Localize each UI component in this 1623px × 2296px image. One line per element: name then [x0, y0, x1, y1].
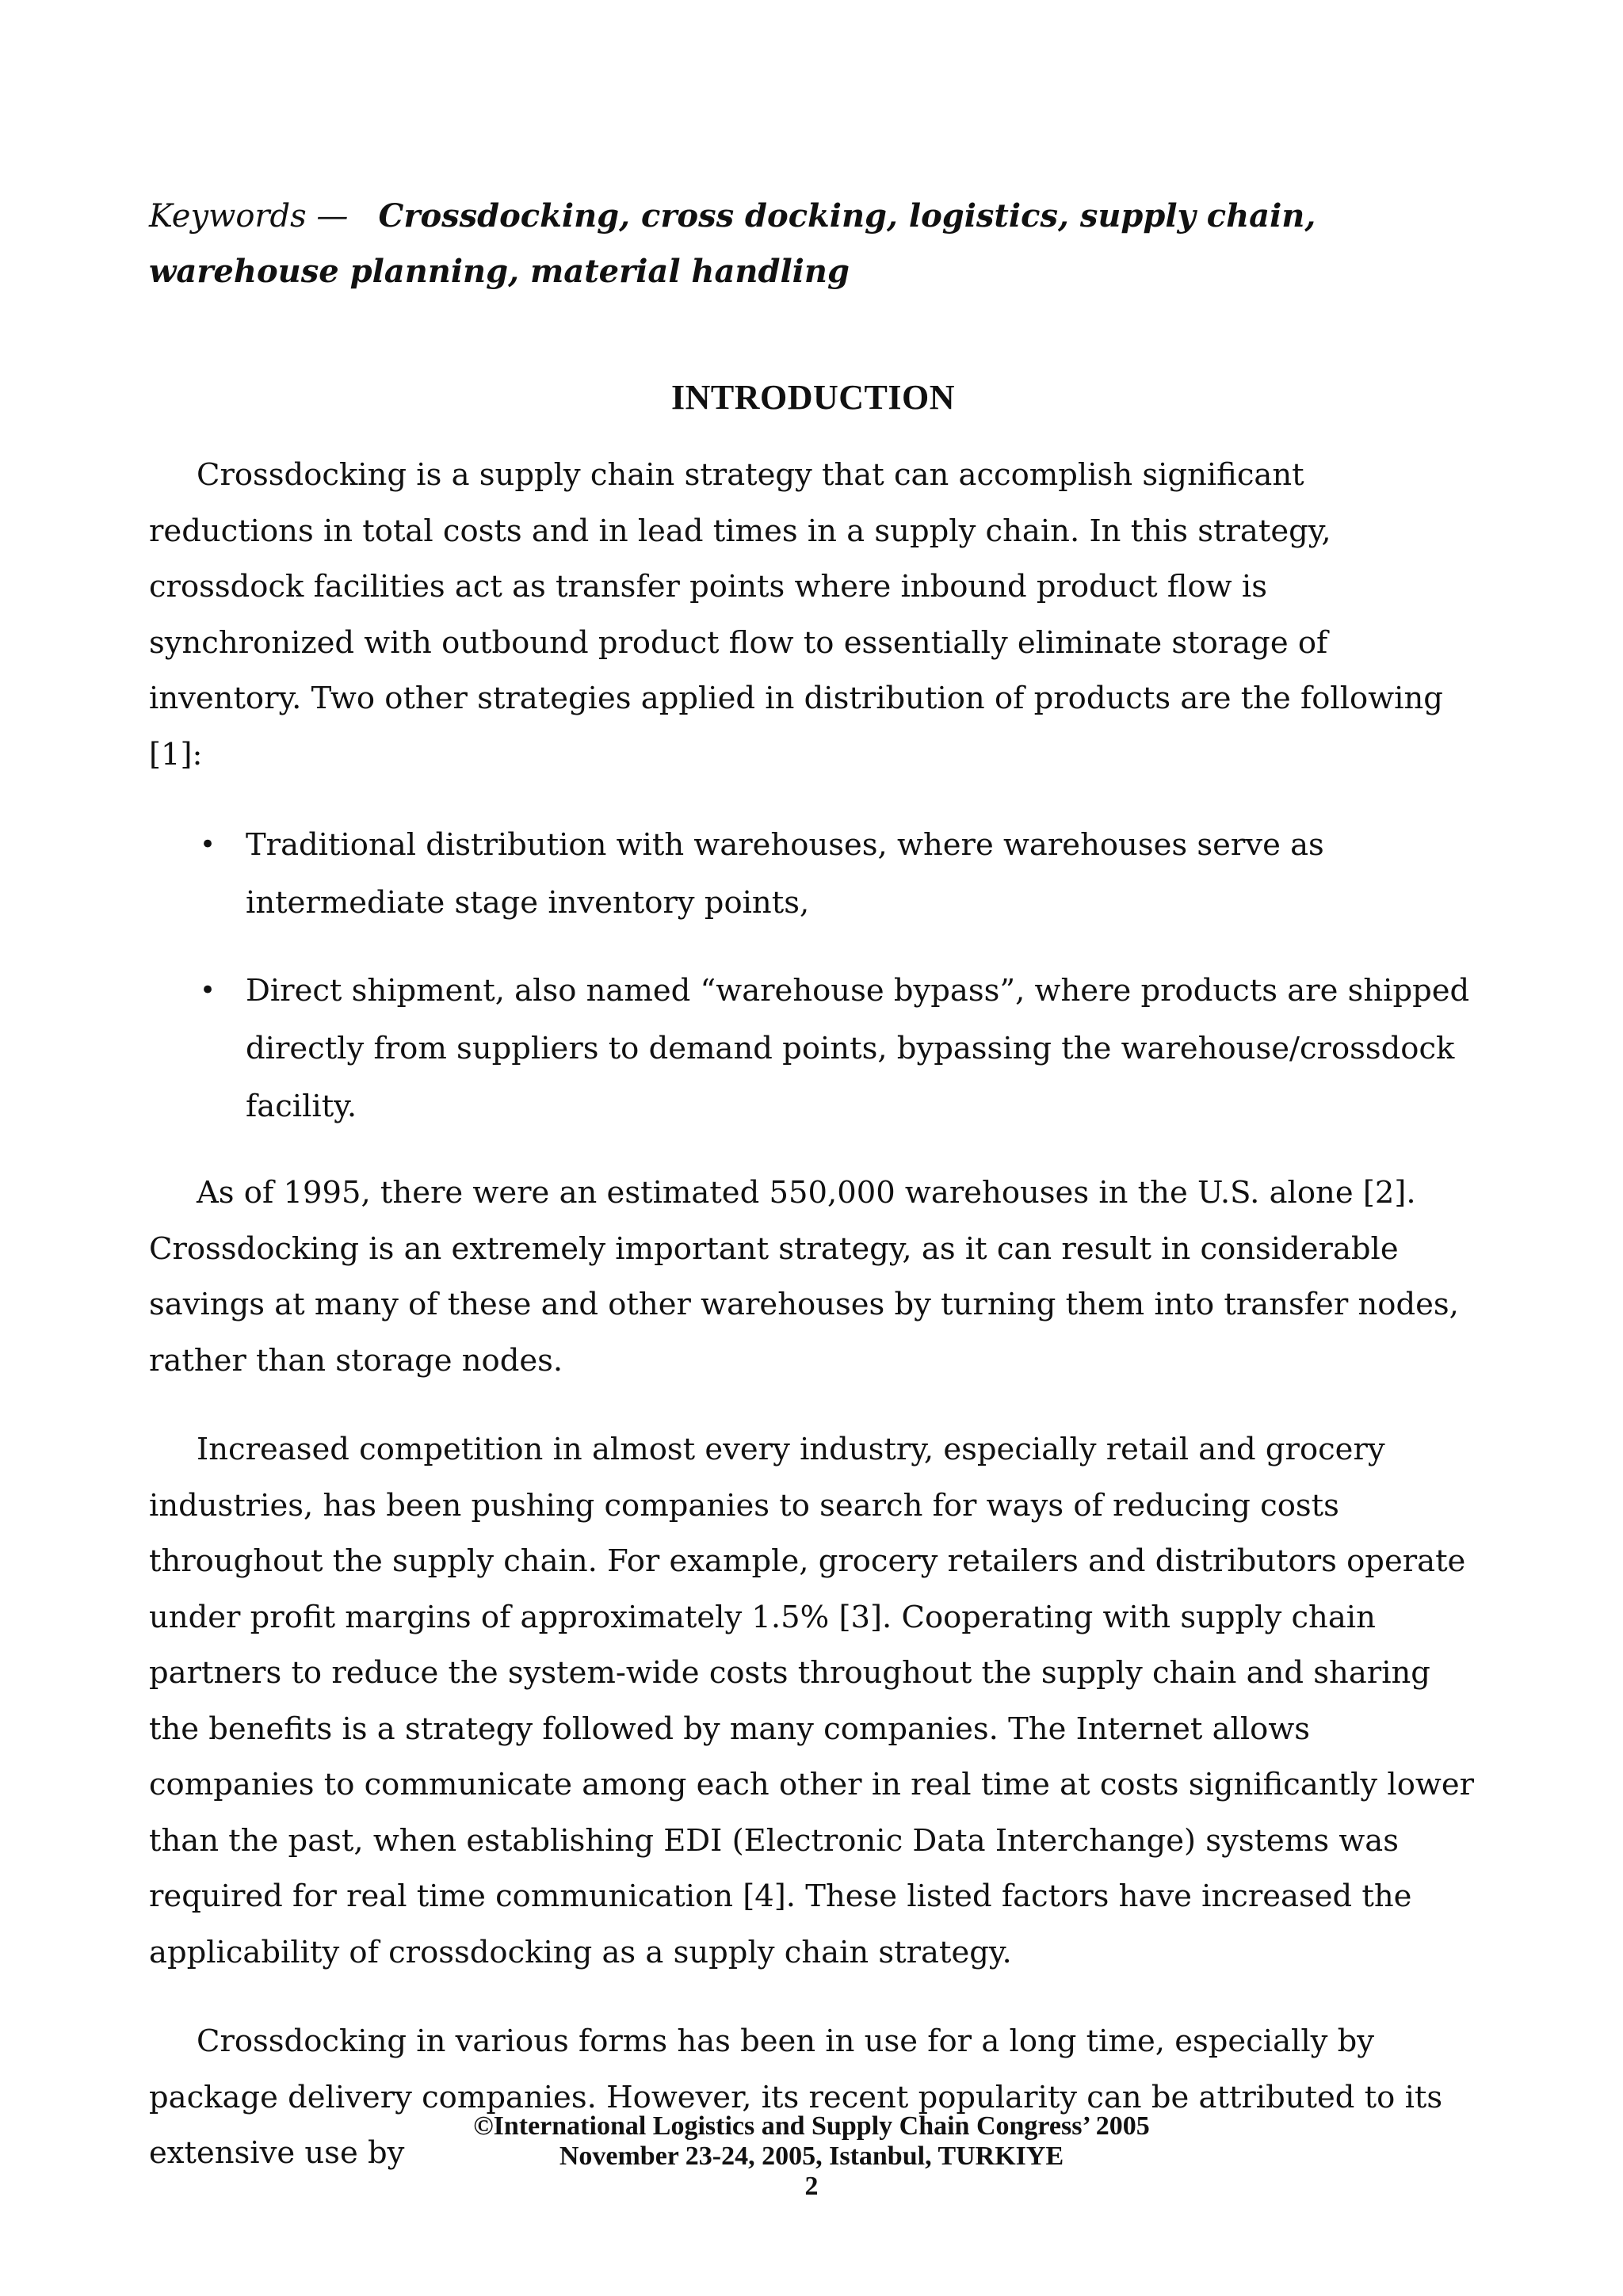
paragraph-intro-1: Crossdocking is a supply chain strategy that can accomplish significant reductions in total costs and in lead times in a supply chain. In this strategy, crossdock facilities act as transfer points where inbound product flow is synchronized with outbound product flow to essentially eliminate storage of inventory. Two other strategies applied in distribution of products are the following [1]: — [149, 457, 1443, 772]
bullet-item-traditional-distribution — [149, 816, 1477, 932]
page-body — [149, 189, 1477, 2215]
paragraph-intro-3: Increased competition in almost every industry, especially retail and grocery industries, has been pushing companies to search for ways of reducing costs throughout the supply chain. For example, grocery retailers and distributors operate under profit margins of approximately 1.5% [3]. Cooperating with supply chain partners to reduce the system-wide costs throughout the supply chain and sharing the benefits is a strategy followed by many companies. The Internet allows companies to communicate among each other in real time at costs significantly lower than the past, when establishing EDI (Electronic Data Interchange) systems was required for real time communication [4]. These listed factors have increased the applicability of crossdocking as a supply chain strategy. — [149, 1432, 1475, 1970]
bullet-dot-icon: • — [200, 829, 216, 860]
bullet-item-direct-shipment — [149, 962, 1477, 1135]
keywords-label: Keywords — — [149, 198, 349, 235]
footer-date-location: November 23-24, 2005, Istanbul, TURKIYE — [559, 2142, 1064, 2171]
footer-page-number: 2 — [804, 2172, 819, 2201]
paragraph-intro-2: As of 1995, there were an estimated 550,000 warehouses in the U.S. alone [2]. Crossdocking is an extremely important strategy, as it can result in considerable savings at many of these and other warehouses by turning them into transfer nodes, rather than storage nodes. — [149, 1175, 1459, 1379]
paragraph-intro-4: Crossdocking in various forms has been in use for a long time, especially by package delivery companies. However, its recent popularity can be attributed to its extensive use by — [149, 2023, 1443, 2171]
strategies-bullet-list — [149, 816, 1477, 1135]
bullet-dot-icon: • — [200, 974, 216, 1006]
footer-copyright: ©International Logistics and Supply Chain Congress’ 2005 — [473, 2111, 1150, 2141]
bullet-text: Traditional distribution with warehouses, where warehouses serve as intermediate stage inventory points, — [246, 827, 1324, 921]
keywords-terms: Crossdocking, cross docking, logistics, supply chain, warehouse planning, material handling — [149, 197, 1316, 290]
keywords-line — [149, 189, 1477, 299]
bullet-text: Direct shipment, also named “warehouse bypass”, where products are shipped directly from suppliers to demand points, bypassing the warehouse/crossdock facility. — [246, 973, 1470, 1124]
section-heading-introduction: INTRODUCTION — [670, 378, 956, 417]
page-footer — [0, 2111, 1623, 2202]
